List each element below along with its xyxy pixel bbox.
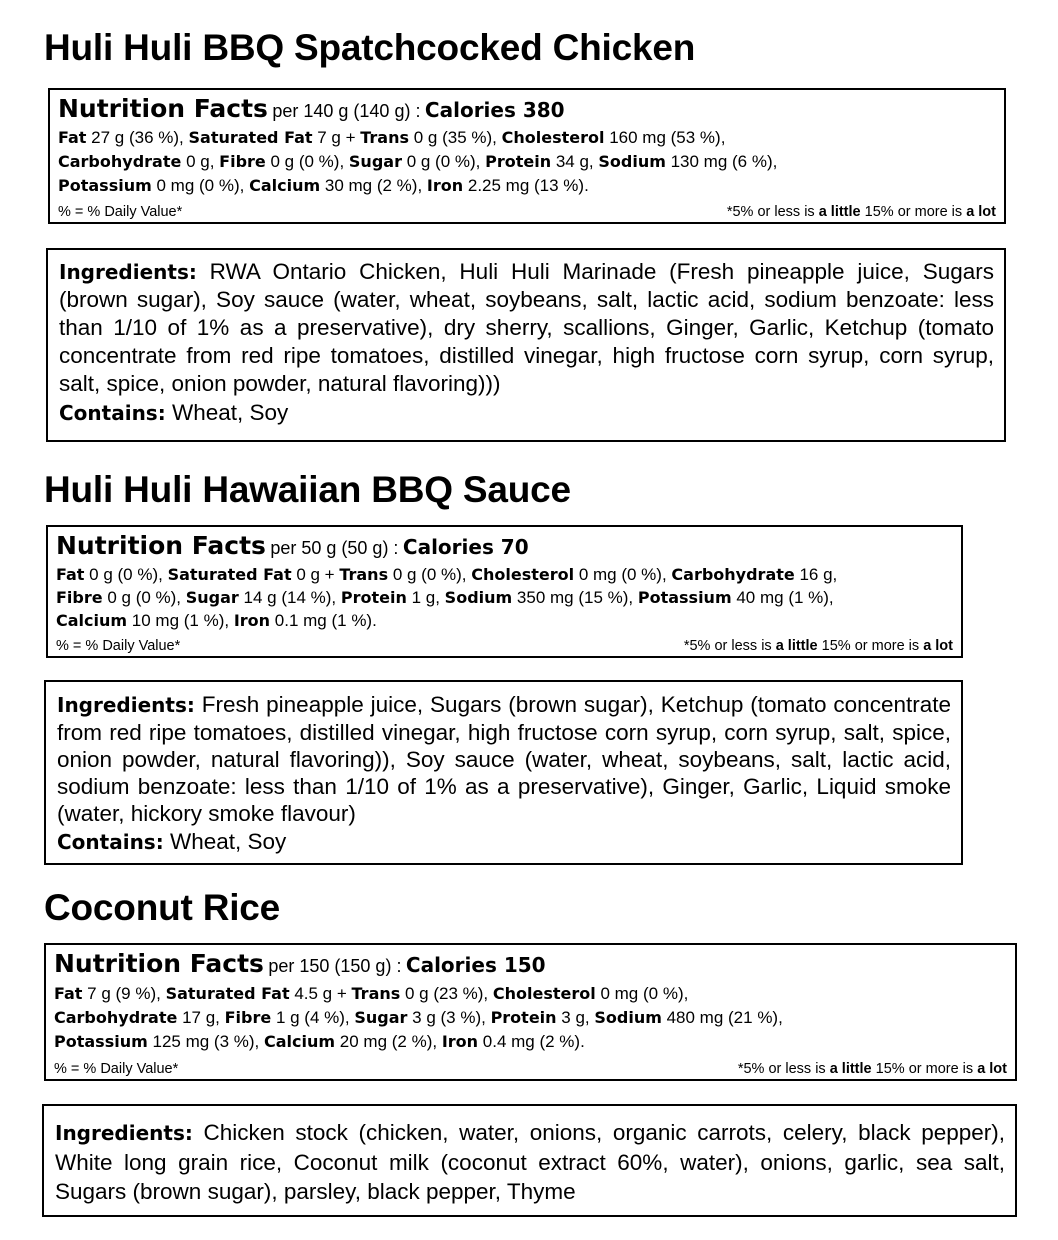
nutrient-label: Fibre [219, 152, 266, 171]
daily-value-note: % = % Daily Value* [58, 204, 183, 220]
nutrient-value: 14 g (14 %), [238, 588, 341, 607]
nutrition-footer [54, 1061, 1007, 1077]
nutrient-value: 1 g, [406, 588, 445, 607]
nutrient-value: 0 mg (0 %), [595, 984, 689, 1003]
nutrient-label: Protein [485, 152, 552, 171]
nutrient-label: Fibre [56, 588, 103, 607]
nutrient-label: Fat [54, 984, 83, 1003]
nutrient-value: 1 g (4 %), [271, 1008, 355, 1027]
nutrition-facts-box [44, 943, 1017, 1081]
nutrient-value: 27 g (36 %), [86, 128, 189, 147]
nutrient-label: Trans [339, 565, 389, 584]
nutrient-line [56, 611, 377, 631]
nutrition-facts-label: Nutrition Facts [58, 94, 268, 123]
ingredients-box [42, 1104, 1017, 1217]
nutrient-label: Iron [426, 176, 464, 195]
footnote-text: 15% or more is [817, 638, 924, 654]
nutrient-label: Carbohydrate [671, 565, 795, 584]
nutrient-line [56, 588, 834, 608]
daily-value-note: % = % Daily Value* [56, 638, 181, 654]
ingredients-text [55, 1118, 1005, 1206]
nutrient-value: 3 g (3 %), [407, 1008, 491, 1027]
nutrient-label: Cholesterol [501, 128, 605, 147]
nutrient-value: 34 g, [551, 152, 599, 171]
nutrient-label: Iron [233, 611, 271, 630]
nutrition-facts-box [48, 88, 1006, 224]
nutrient-value: 17 g, [177, 1008, 225, 1027]
ingredients-text [57, 691, 951, 827]
section-title: Coconut Rice [44, 887, 281, 928]
nutrient-label: Trans [360, 128, 410, 147]
nutrient-value: 0.1 mg (1 %). [270, 611, 377, 630]
nutrient-value: 160 mg (53 %), [604, 128, 726, 147]
nutrient-line [54, 1008, 783, 1028]
footnote-a-lot: a lot [923, 638, 953, 654]
nutrient-label: Saturated Fat [165, 984, 290, 1003]
nutrition-header [58, 94, 565, 123]
footnote-text: 15% or more is [860, 204, 967, 220]
ingredients-box [44, 680, 963, 865]
nutrient-value: 125 mg (3 %), [147, 1032, 264, 1051]
nutrient-label: Potassium [637, 588, 732, 607]
contains-label: Contains: [57, 830, 164, 854]
footnote [684, 638, 953, 654]
section-title: Huli Huli BBQ Spatchcocked Chicken [44, 27, 696, 68]
nutrient-label: Sodium [594, 1008, 662, 1027]
allergens-line [59, 398, 994, 428]
contains-text: Wheat, Soy [165, 400, 289, 425]
nutrient-value: 40 mg (1 %), [731, 588, 834, 607]
nutrient-line [58, 128, 725, 148]
footnote-text: *5% or less is [683, 638, 776, 654]
ingredients-list: Chicken stock (chicken, water, onions, organic carrots, celery, black pepper), White long grain rice, Coconut milk (coconut extract 60%, water), onions, garlic, sea salt, Sugars (brown sugar), parsley, black pepper, Thyme [55, 1120, 1005, 1204]
ingredients-label: Ingredients: [57, 693, 195, 717]
nutrient-label: Fat [58, 128, 87, 147]
nutrient-label: Sugar [185, 588, 239, 607]
daily-value-note: % = % Daily Value* [54, 1061, 179, 1077]
nutrition-footer [58, 204, 996, 220]
nutrient-label: Protein [340, 588, 407, 607]
nutrient-label: Saturated Fat [167, 565, 292, 584]
footnote-a-lot: a lot [966, 204, 996, 220]
nutrient-value: 2.25 mg (13 %). [463, 176, 589, 195]
nutrient-value: 0 g, [181, 152, 220, 171]
ingredients-text [59, 258, 994, 398]
nutrient-value: 0 mg (0 %), [151, 176, 250, 195]
nutrient-value: 0 g (23 %), [400, 984, 493, 1003]
nutrient-value: 7 g + [312, 128, 361, 147]
calories: Calories 150 [405, 953, 546, 977]
ingredients-box [46, 248, 1006, 442]
nutrient-label: Cholesterol [492, 984, 596, 1003]
nutrient-value: 0 g + [291, 565, 340, 584]
footnote-a-lot: a lot [977, 1061, 1007, 1077]
ingredients-label: Ingredients: [59, 260, 197, 284]
serving-size: per 140 g (140 g) : [272, 101, 421, 121]
nutrient-label: Sugar [348, 152, 402, 171]
nutrient-value: 0 g (0 %), [388, 565, 472, 584]
nutrient-label: Trans [351, 984, 401, 1003]
nutrient-value: 10 mg (1 %), [127, 611, 234, 630]
nutrient-value: 130 mg (6 %), [665, 152, 778, 171]
nutrient-value: 0 g (0 %), [401, 152, 486, 171]
nutrient-label: Carbohydrate [54, 1008, 178, 1027]
nutrient-value: 16 g, [794, 565, 838, 584]
footnote [727, 204, 996, 220]
nutrient-label: Fibre [224, 1008, 272, 1027]
nutrient-line [54, 984, 688, 1004]
nutrient-label: Fat [56, 565, 85, 584]
nutrient-value: 3 g, [556, 1008, 595, 1027]
nutrient-label: Potassium [58, 176, 152, 195]
ingredients-list: Fresh pineapple juice, Sugars (brown sugar), Ketchup (tomato concentrate from red ripe tomatoes, distilled vinegar, high fructose corn syrup, corn syrup, salt, spice, onion powder, natural flavoring)), Soy sauce (water, wheat, soybeans, salt, lactic acid, sodium benzoate: less than 1/10 of 1% as a preservative), Ginger, Garlic, Liquid smoke (water, hickory smoke flavour) [57, 692, 951, 826]
nutrition-facts-box [46, 525, 963, 658]
nutrition-header [54, 949, 546, 978]
serving-size: per 50 g (50 g) : [270, 538, 399, 558]
nutrient-label: Saturated Fat [188, 128, 313, 147]
nutrient-value: 0 mg (0 %), [574, 565, 672, 584]
calories: Calories 380 [424, 98, 565, 122]
nutrition-facts-label: Nutrition Facts [56, 531, 266, 560]
nutrient-value: 350 mg (15 %), [512, 588, 638, 607]
nutrient-value: 480 mg (21 %), [661, 1008, 783, 1027]
nutrient-line [58, 176, 589, 196]
section-title: Huli Huli Hawaiian BBQ Sauce [44, 469, 571, 510]
nutrient-line [56, 565, 837, 585]
nutrition-facts-label: Nutrition Facts [54, 949, 264, 978]
nutrient-value: 0 g (0 %), [265, 152, 349, 171]
contains-text: Wheat, Soy [163, 829, 287, 854]
nutrient-label: Sodium [444, 588, 513, 607]
nutrient-label: Carbohydrate [58, 152, 182, 171]
nutrient-label: Sodium [598, 152, 666, 171]
nutrient-value: 20 mg (2 %), [335, 1032, 442, 1051]
nutrient-line [54, 1032, 585, 1052]
ingredients-list: RWA Ontario Chicken, Huli Huli Marinade (Fresh pineapple juice, Sugars (brown sugar), Soy sauce (water, wheat, soybeans, salt, lactic acid, sodium benzoate: less than 1/10 of 1% as a preservative), dry sherry, scallions, Ginger, Garlic, Ketchup (tomato concentrate from red ripe tomatoes, distilled vinegar, high fructose corn syrup, corn syrup, salt, spice, onion powder, natural flavoring))) [59, 259, 994, 396]
allergens-line [57, 827, 951, 857]
nutrition-header [56, 531, 529, 560]
footnote-a-little: a little [818, 204, 861, 220]
nutrient-label: Potassium [54, 1032, 148, 1051]
calories: Calories 70 [402, 535, 529, 559]
nutrient-value: 0 g (0 %), [84, 565, 168, 584]
nutrient-line [58, 152, 777, 172]
ingredients-label: Ingredients: [55, 1121, 193, 1145]
nutrient-label: Protein [490, 1008, 557, 1027]
nutrient-label: Calcium [56, 611, 128, 630]
nutrient-value: 0.4 mg (2 %). [478, 1032, 585, 1051]
serving-size: per 150 (150 g) : [268, 956, 402, 976]
footnote-text: 15% or more is [871, 1061, 978, 1077]
nutrient-value: 0 g (35 %), [409, 128, 502, 147]
footnote-a-little: a little [775, 638, 818, 654]
nutrient-label: Calcium [249, 176, 321, 195]
nutrient-value: 0 g (0 %), [102, 588, 186, 607]
nutrient-label: Iron [441, 1032, 479, 1051]
nutrition-footer [56, 638, 953, 654]
nutrient-label: Cholesterol [471, 565, 575, 584]
nutrient-value: 4.5 g + [289, 984, 352, 1003]
footnote-a-little: a little [829, 1061, 872, 1077]
footnote [738, 1061, 1007, 1077]
nutrient-label: Sugar [354, 1008, 408, 1027]
nutrient-label: Calcium [263, 1032, 336, 1051]
footnote-text: *5% or less is [726, 204, 819, 220]
footnote-text: *5% or less is [737, 1061, 830, 1077]
nutrient-value: 7 g (9 %), [82, 984, 166, 1003]
nutrient-value: 30 mg (2 %), [320, 176, 427, 195]
contains-label: Contains: [59, 401, 166, 425]
